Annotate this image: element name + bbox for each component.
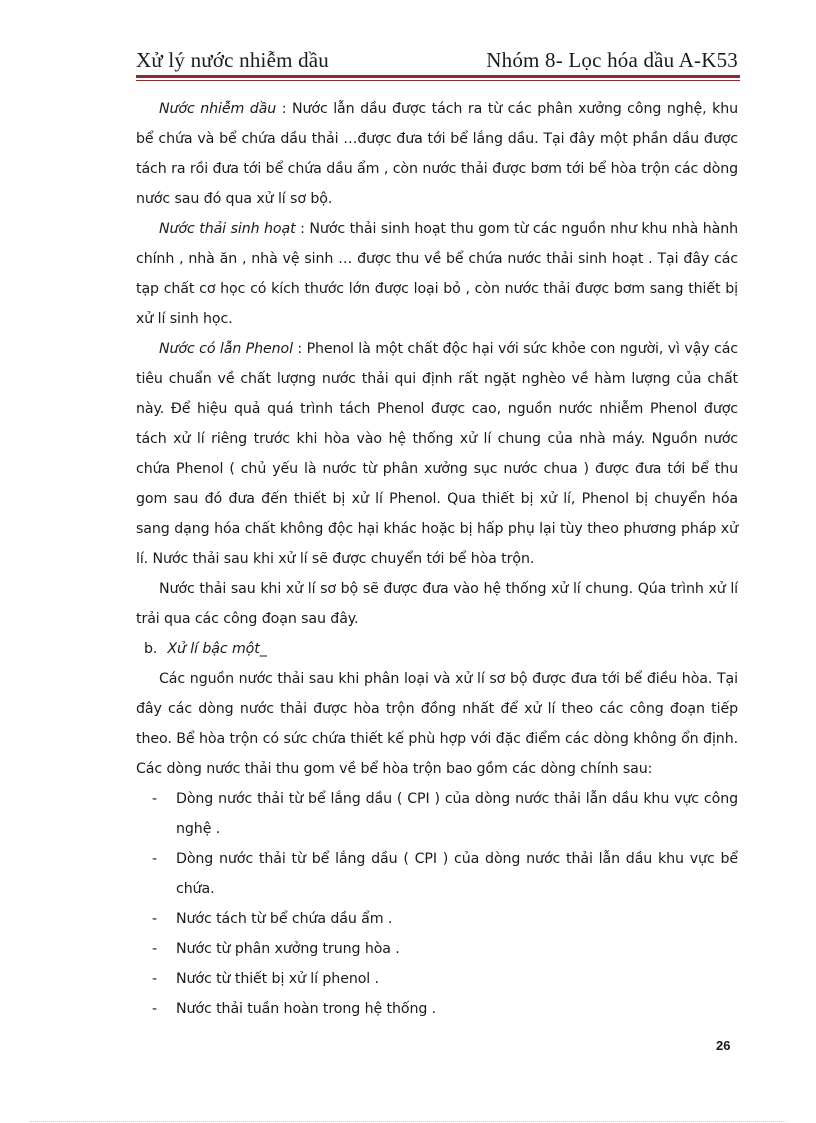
term-oily-water: Nước nhiễm dầu [159, 101, 277, 117]
list-item [136, 784, 738, 844]
page-header [136, 46, 740, 76]
paragraph-phenol-water [136, 334, 738, 574]
wastewater-streams-list [136, 784, 738, 1024]
dash-marker: - [152, 971, 158, 987]
list-item [136, 964, 738, 994]
dash-marker: - [152, 941, 158, 957]
dash-marker: - [152, 1001, 158, 1017]
paragraph-text: Nước thải sau khi xử lí sơ bộ sẽ được đưa vào hệ thống xử lí chung. Qúa trình xử lí trải qua các công đoạn sau đây. [136, 581, 738, 627]
header-rule-thick [136, 75, 740, 78]
document-body [136, 94, 738, 1024]
page-number: 26 [716, 1038, 731, 1053]
term-domestic-wastewater: Nước thải sinh hoạt [159, 221, 296, 237]
section-label: b. [144, 641, 158, 657]
paragraph-text: : Nước lẫn dầu được tách ra từ các phân xưởng công nghệ, khu bể chứa và bể chứa dầu thải …được đưa tới bể lắng dầu. Tại đây một phần dầu được tách ra rồi đưa tới bể chứa dầu ẩm , còn nước thải được bơm tới bể hòa trộn các dòng nước sau đó qua xử lí sơ bộ. [136, 101, 739, 207]
term-phenol-water: Nước có lẫn Phenol [159, 341, 293, 357]
paragraph-oily-water [136, 94, 738, 214]
list-item [136, 844, 738, 904]
paragraph-domestic-wastewater [136, 214, 738, 334]
list-item-text: Nước tách từ bể chứa dầu ẩm . [176, 911, 393, 927]
paragraph-text: Các nguồn nước thải sau khi phân loại và xử lí sơ bộ được đưa tới bể điều hòa. Tại đây các dòng nước thải được hòa trộn đồng nhất để xử lí theo các công đoạn tiếp theo. Bể hòa trộn có sức chứa thiết kế phù hợp với đặc điểm các dòng không ổn định. Các dòng nước thải thu gom về bể hòa trộn bao gồm các dòng chính sau: [136, 671, 738, 777]
list-item-text: Nước thải tuần hoàn trong hệ thống . [176, 1001, 437, 1017]
paragraph-treatment-intro [136, 574, 738, 634]
header-group-info: Nhóm 8- Lọc hóa dầu A-K53 [486, 48, 738, 72]
list-item-text: Dòng nước thải từ bể lắng dầu ( CPI ) của dòng nước thải lẫn dầu khu vực công nghệ . [176, 791, 738, 837]
paragraph-text: : Phenol là một chất độc hại với sức khỏe con người, vì vậy các tiêu chuẩn về chất lượng nước thải qui định rất ngặt nghèo về hàm lượng của chất này. Để hiệu quả quá trình tách Phenol được cao, nguồn nước nhiễm Phenol được tách xử lí riêng trước khi hòa vào hệ thống xử lí chung của nhà máy. Nguồn nước chứa Phenol ( chủ yếu là nước từ phân xưởng sục nước chua ) được đưa tới bể thu gom sau đó đưa đến thiết bị xử lí Phenol. Qua thiết bị xử lí, Phenol bị chuyển hóa sang dạng hóa chất không độc hại khác hoặc bị hấp phụ lại tùy theo phương pháp xử lí. Nước thải sau khi xử lí sẽ được chuyển tới bể hòa trộn. [136, 341, 738, 567]
list-item [136, 994, 738, 1024]
list-item [136, 904, 738, 934]
paragraph-text: : Nước thải sinh hoạt thu gom từ các nguồn như khu nhà hành chính , nhà ăn , nhà vệ sinh … được thu về bể chứa nước thải sinh hoạt . Tại đây các tạp chất cơ học có kích thước lớn được loại bỏ , còn nước thải được bơm sang thiết bị xử lí sinh học. [136, 221, 738, 327]
dash-marker: - [152, 911, 158, 927]
footer-dotted-line [30, 1121, 786, 1122]
section-heading-primary-treatment [136, 634, 738, 664]
dash-marker: - [152, 851, 158, 867]
section-title: Xử lí bậc một_ [167, 641, 267, 657]
header-rule-thin [136, 80, 740, 81]
list-item-text: Dòng nước thải từ bể lắng dầu ( CPI ) của dòng nước thải lẫn dầu khu vực bể chứa. [176, 851, 738, 897]
list-item-text: Nước từ thiết bị xử lí phenol . [176, 971, 379, 987]
header-document-title: Xử lý nước nhiễm dầu [136, 48, 329, 72]
dash-marker: - [152, 791, 158, 807]
paragraph-equalization [136, 664, 738, 784]
list-item-text: Nước từ phân xưởng trung hòa . [176, 941, 400, 957]
list-item [136, 934, 738, 964]
